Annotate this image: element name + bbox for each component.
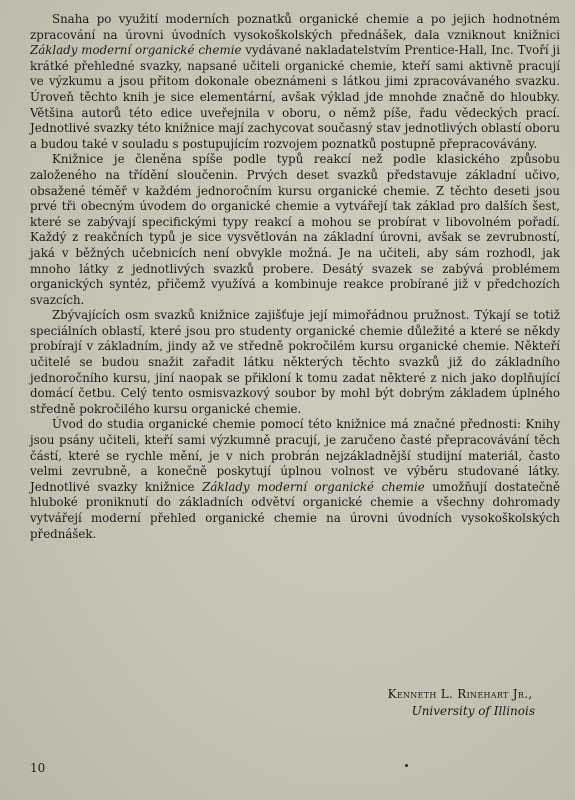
paragraph-3 [30,308,560,417]
printing-dot [405,764,408,767]
paragraph-2 [30,152,560,308]
paragraph-4 [30,417,560,542]
text-run: umožňují dostatečně hluboké proniknutí do základních odvětví organické chemie a všechny dohromady vytvářejí moderní přehled organické chemie na úrovni úvodních vysokoškolských přednášek. [30,479,560,541]
text-run: Úvod do studia organické chemie pomocí této knižnice má značné přednosti: Knihy jsou psány učiteli, kteří sami výzkumně pracují, je zaručeno časté přepracovávání těch částí, které se rychle mění, je v nich probrán nejzákladnější studijní materiál, často velmi zevrubně, a konečně poskytují úplnou volnost ve výběru studované látky. Jednotlivé svazky knižnice [30,417,560,494]
book-series-title: Základy moderní organické chemie [202,479,425,494]
paragraph-1 [30,12,560,152]
text-run: Knižnice je členěna spíše podle typů reakcí než podle klasického způsobu založeného na třídění sloučenin. Prvých deset svazků představuje základní učivo, obsažené téměř v každém jednoročním kursu organické chemie. Z těchto deseti jsou prvé tři obecným úvodem do organické chemie a vytvářejí tak základ pro dalších šest, které se zabývají specifickými typy reakcí a mohou se probírat v libovolném pořadí. Každý z reakčních typů je sice vysvětlován na základní úrovni, avšak se zevrubností, jaká v běžných učebnicích není obvykle možná. Je na učiteli, aby sám rozhodl, jak mnoho látky z jednotlivých svazků probere. Desátý svazek se zabývá problémem organických syntéz, přičemž využívá a kombinuje reakce probírané již v předchozích svazcích. [30,152,560,307]
body-text [30,12,560,542]
author-affiliation: University of Illinois [411,704,535,718]
text-run: Zbývajících osm svazků knižnice zajišťuje její mimořádnou pružnost. Týkají se totiž speciálních oblastí, které jsou pro studenty organické chemie důležité a které se někdy probírají v základním, jindy až ve středně pokročilém kursu organické chemie. Někteří učitelé se budou snažit zařadit látku některých těchto svazků již do základního jednoročního kursu, jiní naopak se přikloní k tomu zadat některé z nich jako doplňující domácí četbu. Celý tento osmisvazkový soubor by mohl být dobrým základem úplného středně pokročilého kursu organické chemie. [30,308,560,416]
text-run: Snaha po využití moderních poznatků organické chemie a po jejich hodnotném zpracování na úrovni úvodních vysokoškolských přednášek, dala vzniknout knižnici [30,12,560,42]
author-name: Kenneth L. Rinehart Jr., [387,687,533,701]
signature-block [388,686,535,720]
text-run: vydávané nakladatelstvím Prentice-Hall, Inc. Tvoří ji krátké přehledné svazky, napsané učiteli organické chemie, kteří sami aktivně pracují ve výzkumu a jsou přitom dokonale obeznámeni s látkou jimi zpracovávaného svazku. Úroveň těchto knih je sice elementární, avšak výklad jde mnohde značně do hloubky. Většina autorů této edice uveřejnila v oboru, o němž píše, řadu vědeckých prací. Jednotlivé svazky této knižnice mají zachycovat současný stav jednotlivých oblastí oboru a budou také v souladu s postupujícím rozvojem poznatků postupně přepracovávány. [30,43,560,151]
page-number: 10 [30,761,46,775]
book-series-title: Základy moderní organické chemie [30,43,242,58]
